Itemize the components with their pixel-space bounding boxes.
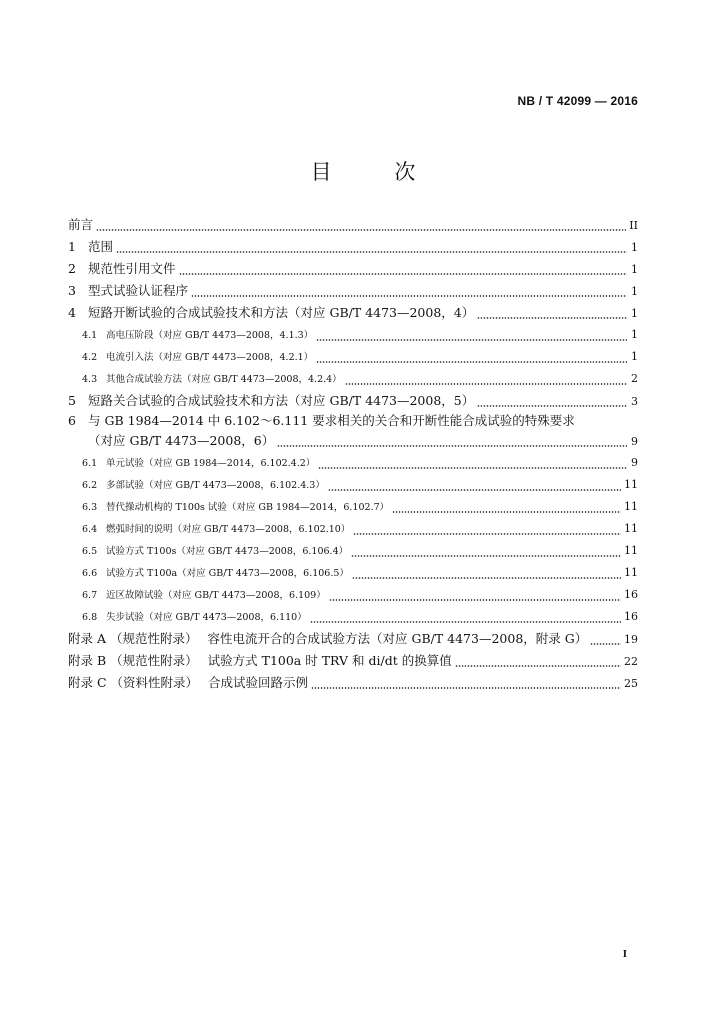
toc-entry-number: 2 — [68, 261, 76, 276]
toc-title: 目 次 — [310, 160, 444, 184]
toc-entry-6-8[interactable] — [68, 606, 638, 628]
toc-entry-number: 1 — [68, 239, 76, 254]
dot-leader — [345, 368, 627, 390]
dot-leader — [353, 518, 621, 540]
toc-entry-page: 1 — [631, 285, 638, 298]
toc-entry-4-2[interactable] — [68, 346, 638, 368]
dot-leader — [311, 672, 621, 694]
toc-entry-label: 与 GB 1984—2014 中 6.102～6.111 要求相关的关合和开断性能合成试验的特殊要求 — [88, 413, 575, 428]
dot-leader — [316, 324, 627, 346]
toc-entry-number: 4.2 — [82, 352, 98, 363]
toc-entry-label: 型式试验认证程序 — [88, 283, 189, 298]
toc-entry-6-7[interactable] — [68, 584, 638, 606]
dot-leader — [477, 390, 627, 412]
toc-entry-6-6[interactable] — [68, 562, 638, 584]
toc-entry-label: 电流引入法（对应 GB/T 4473—2008，4.2.1） — [106, 352, 314, 363]
toc-entry-6[interactable] — [68, 412, 638, 430]
toc-entry-label: 短路关合试验的合成试验技术和方法（对应 GB/T 4473—2008，5） — [88, 393, 475, 408]
toc-entry-number: 附录 A （规范性附录） — [68, 631, 198, 646]
toc-entry-page: 11 — [624, 566, 638, 579]
dot-leader — [277, 430, 627, 452]
toc-entry-number: 6.4 — [82, 524, 98, 535]
dot-leader — [328, 474, 621, 496]
dot-leader — [590, 628, 621, 650]
dot-leader — [392, 496, 621, 518]
toc-entry-label: 单元试验（对应 GB 1984—2014，6.102.4.2） — [106, 458, 316, 469]
toc-entry-page: 1 — [631, 350, 638, 363]
dot-leader — [455, 650, 621, 672]
toc-entry-number: 6.1 — [82, 458, 98, 469]
toc-entry-page: 1 — [631, 328, 638, 341]
toc-entry-number: 6.3 — [82, 502, 98, 513]
toc-entry-label: 范围 — [88, 239, 114, 254]
toc-entry-number: 3 — [68, 283, 76, 298]
toc-entry-appendix-c[interactable] — [68, 672, 638, 694]
toc-entry-label: 燃弧时间的说明（对应 GB/T 4473—2008，6.102.10） — [106, 524, 351, 535]
toc-entry-label: 近区故障试验（对应 GB/T 4473—2008，6.109） — [106, 590, 326, 601]
toc-entry-label: 高电压阶段（对应 GB/T 4473—2008，4.1.3） — [106, 330, 314, 341]
toc-entry-label: 替代操动机构的 T100s 试验（对应 GB 1984—2014，6.102.7） — [106, 502, 390, 513]
toc-entry-label: 前言 — [68, 217, 94, 232]
toc-entry-6-2[interactable] — [68, 474, 638, 496]
toc-entry-label: 多部试验（对应 GB/T 4473—2008，6.102.4.3） — [106, 480, 325, 491]
toc-entry-page: 9 — [631, 456, 638, 469]
dot-leader — [352, 562, 621, 584]
toc-entry-appendix-b[interactable] — [68, 650, 638, 672]
toc-entry-number: 6.6 — [82, 568, 98, 579]
toc-entry-number: 4.3 — [82, 374, 98, 385]
toc-entry-label: 合成试验回路示例 — [208, 675, 309, 690]
toc-entry-label: 试验方式 T100a 时 TRV 和 di/dt 的换算值 — [207, 653, 452, 668]
toc-entry-page: 11 — [624, 544, 638, 557]
dot-leader — [318, 452, 627, 474]
toc-entry-page: 16 — [624, 610, 638, 623]
toc-entry-page: 11 — [624, 522, 638, 535]
toc-entry-page: 22 — [624, 655, 638, 668]
toc-entry-number: 4.1 — [82, 330, 98, 341]
toc-entry-4-1[interactable] — [68, 324, 638, 346]
toc-entry-number: 附录 B （规范性附录） — [68, 653, 198, 668]
page-number: I — [622, 948, 627, 960]
toc-entry-6-1[interactable] — [68, 452, 638, 474]
toc-entry-number: 附录 C （资料性附录） — [68, 675, 199, 690]
toc-entry-4[interactable] — [68, 302, 638, 324]
toc-entry-number: 6 — [68, 413, 76, 428]
toc-entry-5[interactable] — [68, 390, 638, 412]
dot-leader — [179, 258, 627, 280]
toc-entry-4-3[interactable] — [68, 368, 638, 390]
toc-entry-6-3[interactable] — [68, 496, 638, 518]
toc-entry-label: 容性电流开合的合成试验方法（对应 GB/T 4473—2008，附录 G） — [207, 631, 588, 646]
toc-entry-page: 25 — [624, 677, 638, 690]
dot-leader — [477, 302, 627, 324]
dot-leader — [316, 346, 627, 368]
toc-entry-label: 其他合成试验方法（对应 GB/T 4473—2008，4.2.4） — [106, 374, 342, 385]
toc-entry-6-4[interactable] — [68, 518, 638, 540]
dot-leader — [351, 540, 621, 562]
dot-leader — [310, 606, 621, 628]
table-of-contents — [68, 214, 638, 694]
toc-entry-label: 试验方式 T100a（对应 GB/T 4473—2008，6.106.5） — [106, 568, 349, 579]
toc-entry-number: 6.5 — [82, 546, 98, 557]
toc-entry-page: II — [629, 219, 638, 232]
toc-entry-label: 试验方式 T100s（对应 GB/T 4473—2008，6.106.4） — [106, 546, 349, 557]
dot-leader — [116, 236, 627, 258]
dot-leader — [329, 584, 621, 606]
toc-entry-label-continuation: （对应 GB/T 4473—2008，6） — [88, 433, 275, 448]
toc-entry-label: 短路开断试验的合成试验技术和方法（对应 GB/T 4473—2008，4） — [88, 305, 475, 320]
toc-entry-page: 1 — [631, 307, 638, 320]
toc-entry-number: 4 — [68, 305, 76, 320]
toc-entry-1[interactable] — [68, 236, 638, 258]
toc-entry-page: 11 — [624, 478, 638, 491]
toc-entry-page: 2 — [631, 372, 638, 385]
dot-leader — [96, 214, 626, 236]
toc-entry-page: 19 — [624, 633, 638, 646]
toc-entry-number: 6.7 — [82, 590, 98, 601]
toc-entry-page: 1 — [631, 263, 638, 276]
toc-entry-6-continuation[interactable] — [68, 430, 638, 452]
toc-entry-number: 6.2 — [82, 480, 98, 491]
toc-entry-number: 6.8 — [82, 612, 98, 623]
toc-entry-page: 16 — [624, 588, 638, 601]
toc-entry-page: 11 — [624, 500, 638, 513]
document-code-header: NB / T 42099 — 2016 — [517, 94, 638, 108]
toc-entry-label: 规范性引用文件 — [88, 261, 176, 276]
toc-entry-page: 1 — [631, 241, 638, 254]
dot-leader — [191, 280, 627, 302]
toc-entry-number: 5 — [68, 393, 76, 408]
toc-entry-6-5[interactable] — [68, 540, 638, 562]
toc-entry-appendix-a[interactable] — [68, 628, 638, 650]
toc-entry-label: 失步试验（对应 GB/T 4473—2008，6.110） — [106, 612, 307, 623]
toc-entry-3[interactable] — [68, 280, 638, 302]
toc-entry-2[interactable] — [68, 258, 638, 280]
toc-entry-page: 3 — [631, 395, 638, 408]
toc-entry-foreword[interactable] — [68, 214, 638, 236]
toc-entry-page: 9 — [631, 435, 638, 448]
